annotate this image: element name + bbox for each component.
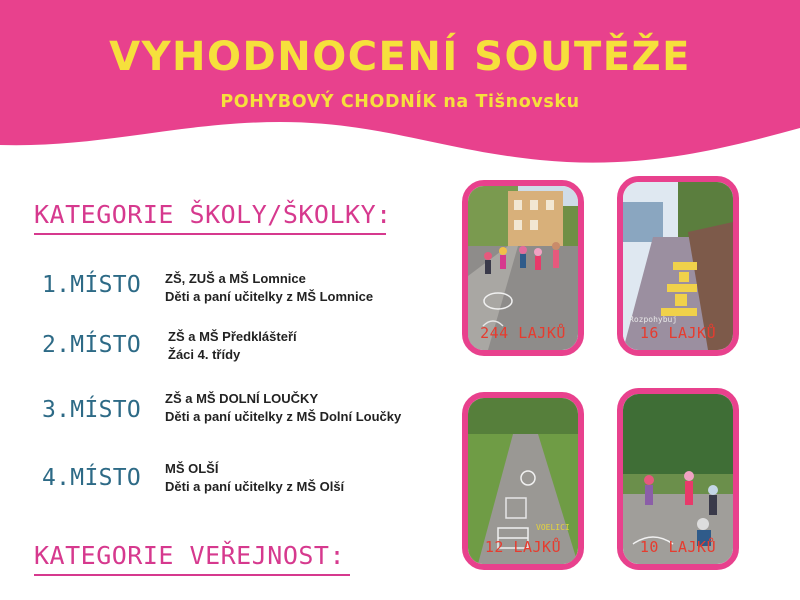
page-title: VYHODNOCENÍ SOUTĚŽE [109, 34, 691, 80]
place-label-1: 1.MÍSTO [42, 272, 142, 298]
placement-3-school: ZŠ a MŠ DOLNÍ LOUČKY [165, 391, 319, 406]
header-banner [0, 0, 800, 180]
placement-2-participants: Žáci 4. třídy [168, 347, 241, 362]
placement-1-participants: Děti a paní učitelky z MŠ Lomnice [165, 289, 374, 304]
page-subtitle: POHYBOVÝ CHODNÍK na Tišnovsku [220, 92, 580, 112]
placement-2-school: ZŠ a MŠ Předklášteří [168, 329, 297, 344]
placement-4-description [165, 460, 344, 496]
photo-dolni-loucky [462, 392, 584, 570]
placement-2-description [168, 328, 297, 364]
placement-3-participants: Děti a paní učitelky z MŠ Dolní Loučky [165, 409, 402, 424]
svg-text:VOELICI: VOELICI [536, 523, 570, 532]
likes-count-3: 12 LAJKŮ [484, 538, 562, 556]
place-label-4: 4.MÍSTO [42, 465, 142, 491]
place-label-3: 3.MÍSTO [42, 397, 142, 423]
photo-predklasteri [617, 176, 739, 356]
category-underline [34, 233, 386, 235]
category-underline [34, 574, 350, 576]
likes-count-2: 16 LAJKŮ [639, 324, 717, 342]
likes-count-4: 10 LAJKŮ [639, 538, 717, 556]
category-heading-schools: KATEGORIE ŠKOLY/ŠKOLKY: [34, 200, 392, 229]
category-heading-public: KATEGORIE VEŘEJNOST: [34, 541, 346, 570]
place-label-2: 2.MÍSTO [42, 332, 142, 358]
photo-lomnice [462, 180, 584, 356]
likes-count-1: 244 LAJKŮ [480, 324, 566, 342]
placement-3-description [165, 390, 401, 426]
photo-olsi [617, 388, 739, 570]
placement-1-description [165, 270, 373, 306]
placement-4-participants: Děti a paní učitelky z MŠ Olší [165, 479, 345, 494]
placement-1-school: ZŠ, ZUŠ a MŠ Lomnice [165, 271, 306, 286]
placement-4-school: MŠ OLŠÍ [165, 461, 219, 476]
svg-text:Rozpohybuj: Rozpohybuj [629, 315, 678, 324]
